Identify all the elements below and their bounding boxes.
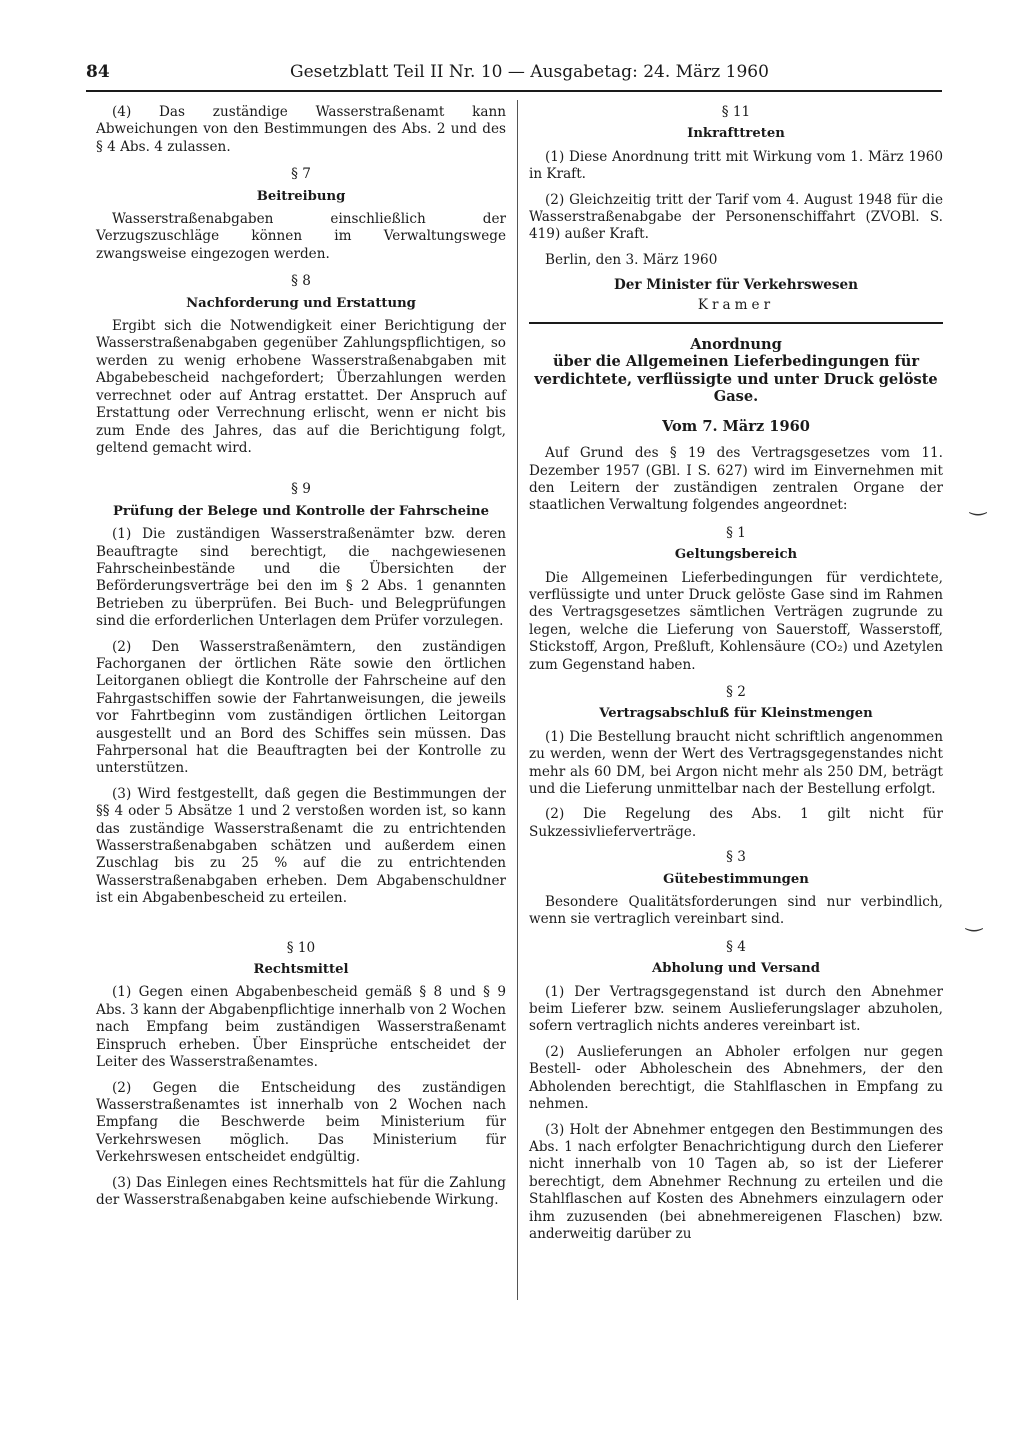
section-title: Geltungsbereich [674, 547, 798, 563]
section-title: Rechtsmittel [253, 962, 349, 978]
paragraph: (3) Holt der Abnehmer entgegen den Bestimmungen des Abs. 1 nach erfolgter Benachrichtigung durch den Lieferer nicht innerhalb von 10 Tagen ab, so ist der Lieferer berechtigt, dem Abnehmer Rechnung zu erteilen und die Stahlflaschen auf Kosten des Abnehmers einzulagern oder ihm zuzusenden (bei abnehmereigenen Flaschen) bzw. anderweitig darüber zu [529, 1121, 943, 1242]
page-header [86, 62, 942, 88]
announcement-heading: Anordnung [690, 336, 782, 354]
paragraph: (1) Der Vertragsgegenstand ist durch den Abnehmer beim Lieferer bzw. seinem Auslieferungslager abzuholen, sofern vertraglich nichts anderes vereinbart ist. [529, 983, 943, 1035]
section-number: § 7 [291, 166, 311, 183]
paragraph: Auf Grund des § 19 des Vertragsgesetzes vom 11. Dezember 1957 (GBl. I S. 627) wird im Einvernehmen mit den Leitern der zuständigen zentralen Organe der staatlichen Verwaltung folgendes angeordnet: [529, 445, 943, 514]
paragraph: (1) Diese Anordnung tritt mit Wirkung vom 1. März 1960 in Kraft. [529, 148, 943, 183]
section-title: Inkrafttreten [687, 126, 785, 142]
signer-organisation: Der Minister für Verkehrswesen [613, 277, 859, 294]
signer-name: Kramer [697, 296, 775, 313]
section-title: Beitreibung [256, 188, 346, 204]
right-column [529, 104, 943, 1251]
section-number: § 3 [726, 849, 746, 866]
paragraph: Besondere Qualitätsforderungen sind nur verbindlich, wenn sie vertraglich vereinbart sind. [529, 894, 943, 928]
paragraph: (1) Die zuständigen Wasserstraßenämter bzw. deren Beauftragte sind berechtigt, die nachgewiesenen Fahrscheinbestände und die Übersichten der Beförderungsverträge bei den im § 2 Abs. 1 genannten Betrieben zu überprüfen. Bei Buch- und Belegprüfungen sind die erforderlichen Unterlagen dem Prüfer vorzulegen. [96, 526, 506, 630]
section-number: § 11 [721, 104, 751, 120]
paragraph: (2) Die Regelung des Abs. 1 gilt nicht für Sukzessivlieferverträge. [529, 806, 943, 840]
paragraph: (2) Den Wasserstraßenämtern, den zuständigen Fachorganen der örtlichen Räte sowie den örtlichen Leitorganen obliegt die Kontrolle der Fahrscheine auf den Fahrgastschiffen sowie der Fahrtanweisungen, die jeweils vor Fahrtbeginn vom zuständigen örtlichen Leitorgan ausgestellt und an Bord des Schiffes sein müssen. Das Fahrpersonal hat die Beauftragten bei der Kontrolle zu unterstützen. [96, 638, 506, 777]
section-number: § 1 [726, 524, 746, 541]
section-title: Nachforderung und Erstattung [186, 295, 416, 311]
place-date: Berlin, den 3. März 1960 [545, 251, 718, 268]
paragraph: (1) Gegen einen Abgabenbescheid gemäß § 8 und § 9 Abs. 3 kann der Abgabenpflichtige innerhalb von 2 Wochen nach Empfang beim zuständigen Wasserstraßenamt Einspruch erheben. Über Einsprüche entscheidet der Leiter des Wasserstraßenamtes. [96, 984, 506, 1071]
section-title: Prüfung der Belege und Kontrolle der Fahrscheine [112, 503, 490, 519]
page-number: 84 [86, 62, 110, 82]
section-title: Gütebestimmungen [663, 871, 809, 887]
paragraph: (2) Gleichzeitig tritt der Tarif vom 4. August 1948 für die Wasserstraßenabgabe der Personenschiffahrt (ZVOBl. S. 419) außer Kraft. [529, 191, 943, 243]
section-separator [529, 322, 943, 324]
section-number: § 9 [291, 481, 311, 498]
section-number: § 8 [291, 273, 311, 290]
paragraph: (1) Die Bestellung braucht nicht schriftlich angenommen zu werden, wenn der Wert des Vertragsgegenstandes nicht mehr als 60 DM, bei Argon nicht mehr als 250 DM, beträgt und die Lieferung unmittelbar nach der Bestellung erfolgt. [529, 728, 943, 797]
section-title: Vertragsabschluß für Kleinstmengen [599, 706, 873, 722]
header-rule [86, 90, 942, 92]
margin-mark: ‿ [970, 492, 987, 516]
paragraph: (2) Gegen die Entscheidung des zuständigen Wasserstraßenamtes ist innerhalb von 2 Wochen nach Empfang die Beschwerde beim Ministerium für Verkehrswesen möglich. Das Ministerium für Verkehrswesen entscheidet endgültig. [96, 1079, 506, 1166]
paragraph: (3) Das Einlegen eines Rechtsmittels hat für die Zahlung der Wasserstraßenabgaben keine aufschiebende Wirkung. [96, 1174, 506, 1208]
paragraph: (3) Wird festgestellt, daß gegen die Bestimmungen der §§ 4 oder 5 Absätze 1 und 2 verstoßen worden ist, so kann das zuständige Wasserstraßenamt die zu entrichtenden Wasserstraßenabgaben schätzen und außerdem einen Zuschlag bis zu 25 % auf die zu entrichtenden Wasserstraßenabgaben erheben. Dem Abgabenschuldner ist ein Abgabenbescheid zu erteilen. [96, 785, 506, 907]
paragraph: Ergibt sich die Notwendigkeit einer Berichtigung der Wasserstraßenabgaben gegenüber Zahlungspflichtigen, so werden zu wenig erhobene Wasserstraßenabgaben mit Abgabebescheid nachgefordert; Überzahlungen werden verrechnet oder auf Antrag erstattet. Der Anspruch auf Erstattung oder Verrechnung erlischt, wenn er nicht bis zum Ende des Jahres, das auf die Berichtigung folgt, geltend gemacht wird. [96, 318, 506, 456]
margin-mark: ‿ [966, 908, 983, 932]
paragraph: (4) Das zuständige Wasserstraßenamt kann Abweichungen von den Bestimmungen des Abs. 2 und des § 4 Abs. 4 zulassen. [96, 104, 506, 155]
announcement-date: Vom 7. März 1960 [662, 417, 810, 435]
section-number: § 2 [726, 683, 746, 700]
running-title: Gesetzblatt Teil II Nr. 10 — Ausgabetag: 24. März 1960 [290, 62, 769, 82]
paragraph: (2) Auslieferungen an Abholer erfolgen nur gegen Bestell- oder Abholeschein des Abnehmers, der den Abholenden berechtigt, die Stahlflaschen in Empfang zu nehmen. [529, 1043, 943, 1113]
paragraph: Die Allgemeinen Lieferbedingungen für verdichtete, verflüssigte und unter Druck gelöste Gase sind im Rahmen des Vertragsgesetzes sämtlichen Verträgen zugrunde zu legen, welche die Lieferung von Sauerstoff, Wasserstoff, Stickstoff, Argon, Preßluft, Kohlensäure (CO₂) und Azetylen zum Gegenstand haben. [529, 569, 943, 673]
section-title: Abholung und Versand [652, 961, 820, 977]
paragraph: Wasserstraßenabgaben einschließlich der Verzugszuschläge können im Verwaltungswege zwangsweise eingezogen werden. [96, 211, 506, 262]
announcement-subtitle: über die Allgemeinen Lieferbedingungen für verdichtete, verflüssigte und unter Druck gelöste Gase. [534, 353, 938, 406]
left-column [96, 104, 506, 1217]
section-number: § 4 [726, 938, 746, 955]
column-divider [517, 100, 518, 1300]
section-number: § 10 [286, 939, 316, 956]
